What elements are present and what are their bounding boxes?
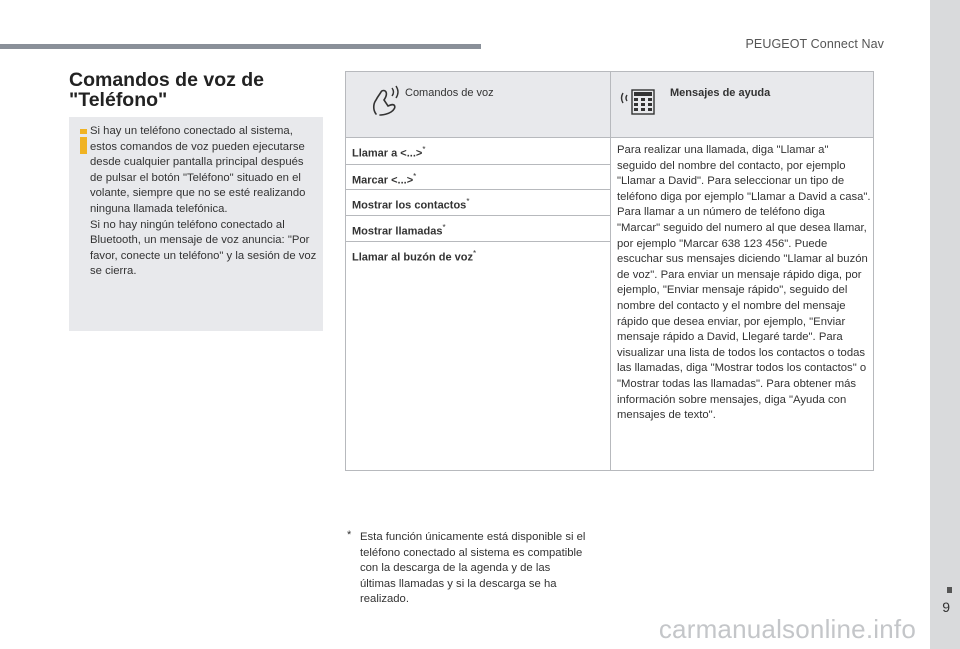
command-label: Llamar a <...>*: [352, 145, 426, 160]
header-rule: [0, 44, 481, 49]
info-paragraph-1: Si hay un teléfono conectado al sistema, estos comandos de voz pueden ejecutarse desde cualquier pantalla principal después de pulsar el botón "Teléfono" situado en el volante, siempre que no se esté realizando ninguna llamada telefónica.: [90, 125, 306, 215]
side-strip: [930, 0, 960, 649]
command-row: [346, 165, 610, 190]
command-row: [346, 138, 610, 165]
section-marker: [947, 587, 952, 593]
command-row: [346, 216, 610, 242]
page-title: Comandos de voz de "Teléfono": [69, 69, 265, 111]
footnote-mark: *: [347, 529, 352, 541]
footnote: [347, 530, 587, 608]
header-help: [611, 72, 873, 138]
info-paragraph-2: Si no hay ningún teléfono conectado al Bluetooth, un mensaje de voz anuncia: "Por favor, conecte un teléfono" y la sesión de voz se cierra.: [90, 218, 317, 278]
command-label: Mostrar los contactos*: [352, 197, 470, 212]
header-help-label: Mensajes de ayuda: [670, 87, 771, 99]
command-label: Mostrar llamadas*: [352, 223, 446, 238]
command-label: Llamar al buzón de voz*: [352, 249, 477, 264]
header-commands: [346, 72, 610, 138]
info-text: [90, 124, 318, 280]
help-message-icon: [619, 84, 661, 118]
info-box: [69, 117, 323, 331]
footnote-text: Esta función únicamente está disponible si el teléfono conectado al sistema es compatible con la descarga de la agenda y de las últimas llamadas y si la descarga se ha realizado.: [360, 531, 586, 606]
header-commands-label: Comandos de voz: [405, 87, 494, 99]
command-label: Marcar <...>*: [352, 172, 417, 187]
help-message-text: Para realizar una llamada, diga "Llamar a" seguido del nombre del contacto, por ejemplo "Llamar a David". Para seleccionar un tipo de teléfono diga por ejemplo "Llamar a David a casa". Para llamar a un número de teléfono diga "Marcar" seguido del numero al que desea llamar, por ejemplo "Marcar 638 123 456". Puede escuchar sus mensajes diciendo "Llamar al buzón de voz". Para enviar un mensaje rápido diga, por ejemplo, "Enviar mensaje rápido", seguido del nombre del contacto y el nombre del mensaje rápido que desea enviar, por ejemplo, "Enviar mensaje rápido a David, Llegaré tarde". Para visualizar una lista de todos los contactos o todas las llamadas, diga "Mostrar todos los contactos" o "Mostrar todas las llamadas". Para obtener más información sobre mensajes, diga "Ayuda con mensajes de texto".: [617, 144, 871, 422]
brand-label: PEUGEOT Connect Nav: [745, 37, 884, 51]
column-divider: [610, 72, 611, 470]
watermark: carmanualsonline.info: [658, 614, 916, 644]
info-icon: [80, 129, 87, 154]
page-number: 9: [942, 599, 950, 615]
command-row: [346, 242, 610, 470]
command-row: [346, 190, 610, 216]
voice-command-icon: [364, 84, 406, 118]
voice-commands-table: [345, 71, 874, 471]
